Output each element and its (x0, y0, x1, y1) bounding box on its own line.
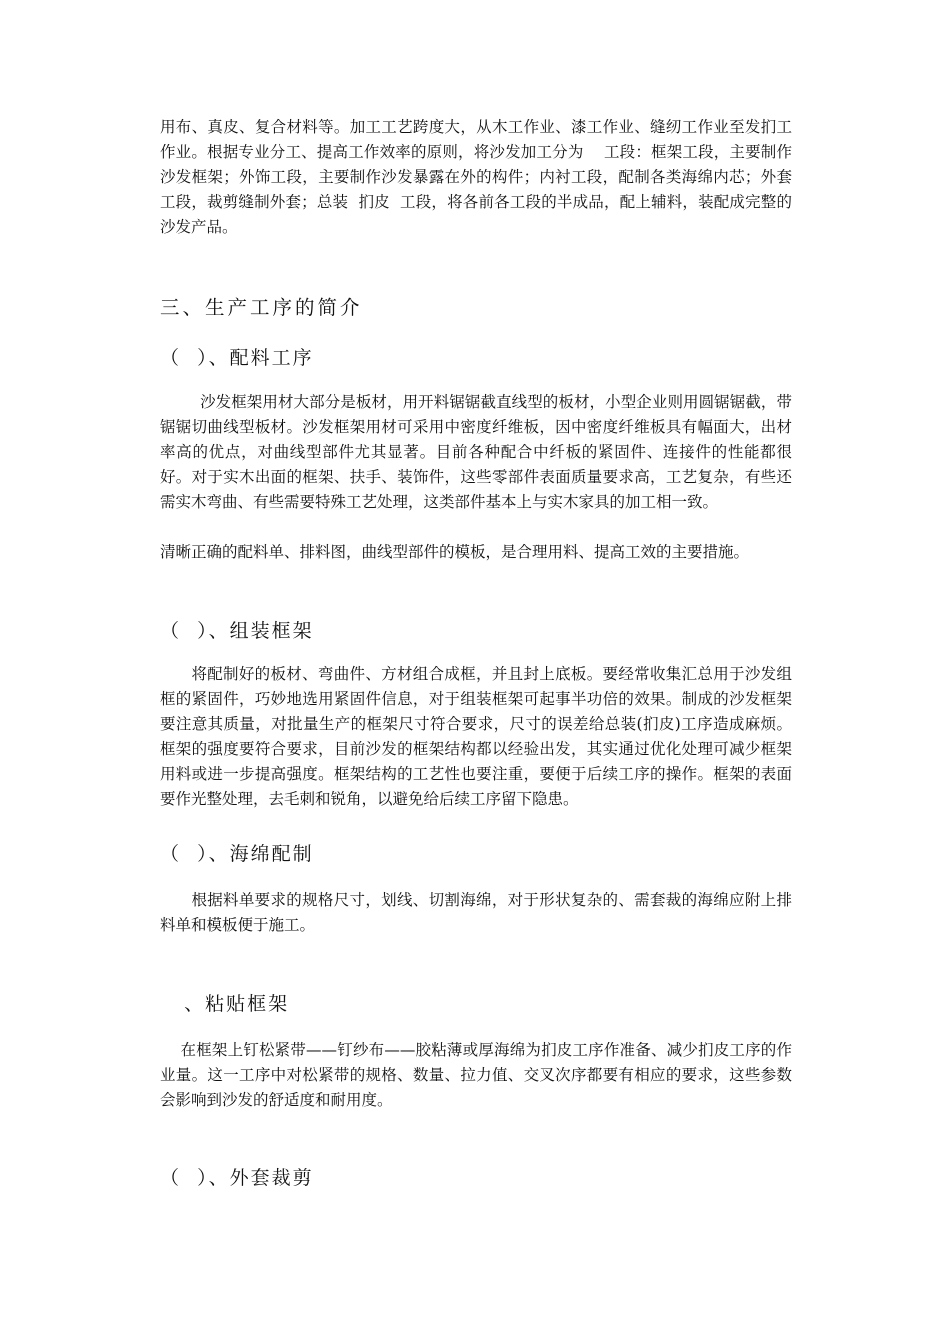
subsection-heading-frame-assembly: （ ）、组装框架 (160, 620, 314, 642)
subsection-heading-cover-cutting: （ ）、外套裁剪 (160, 1167, 314, 1189)
paragraph-sponge: 根据料单要求的规格尺寸，划线、切割海绵，对于形状复杂的、需套裁的海绵应附上排料单和模板便于施工。 (160, 891, 792, 934)
subsection-heading-frame-pasting: 、粘贴框架 (160, 993, 290, 1015)
subsection-heading-batching: （ ）、配料工序 (160, 347, 314, 369)
intro-paragraph: 用布、真皮、复合材料等。加工工艺跨度大，从木工作业、漆工作业、缝纫工作业至发扪工作业。根据专业分工、提高工作效率的原则，将沙发加工分为 工段：框架工段，主要制作沙发框架；外饰工段，主要制作沙发暴露在外的构件；内衬工段，配制各类海绵内芯；外套工段，裁剪缝制外套；总装 扪皮 工段，将各前各工段的半成品，配上辅料，装配成完整的沙发产品。 (160, 118, 792, 236)
subsection-heading-sponge: （ ）、海绵配制 (160, 843, 314, 865)
paragraph-frame-pasting: 在框架上钉松紧带——钉纱布——胶粘薄或厚海绵为扪皮工序作准备、减少扪皮工序的作业量。这一工序中对松紧带的规格、数量、拉力值、交叉次序都要有相应的要求，这些参数会影响到沙发的舒适度和耐用度。 (160, 1041, 792, 1109)
section-title: 三、生产工序的简介 (160, 296, 363, 319)
paragraph-batching-2: 清晰正确的配料单、排料图，曲线型部件的模板，是合理用料、提高工效的主要措施。 (160, 543, 750, 561)
paragraph-batching-1: 沙发框架用材大部分是板材，用开料锯锯截直线型的板材，小型企业则用圆锯锯截，带锯锯切曲线型板材。沙发框架用材可采用中密度纤维板，因中密度纤维板具有幅面大，出材率高的优点，对曲线型部件尤其显著。目前各种配合中纤板的紧固件、连接件的性能都很好。对于实木出面的框架、扶手、装饰件，这些零部件表面质量要求高，工艺复杂，有些还需实木弯曲、有些需要特殊工艺处理，这类部件基本上与实木家具的加工相一致。 (160, 393, 792, 511)
paragraph-frame-assembly: 将配制好的板材、弯曲件、方材组合成框，并且封上底板。要经常收集汇总用于沙发组框的紧固件，巧妙地选用紧固件信息，对于组装框架可起事半功倍的效果。制成的沙发框架要注意其质量，对批量生产的框架尺寸符合要求，尺寸的误差给总装(扪皮)工序造成麻烦。框架的强度要符合要求，目前沙发的框架结构都以经验出发，其实通过优化处理可减少框架用料或进一步提高强度。框架结构的工艺性也要注重，要便于后续工序的操作。框架的表面要作光整处理，去毛刺和锐角，以避免给后续工序留下隐患。 (160, 665, 792, 808)
